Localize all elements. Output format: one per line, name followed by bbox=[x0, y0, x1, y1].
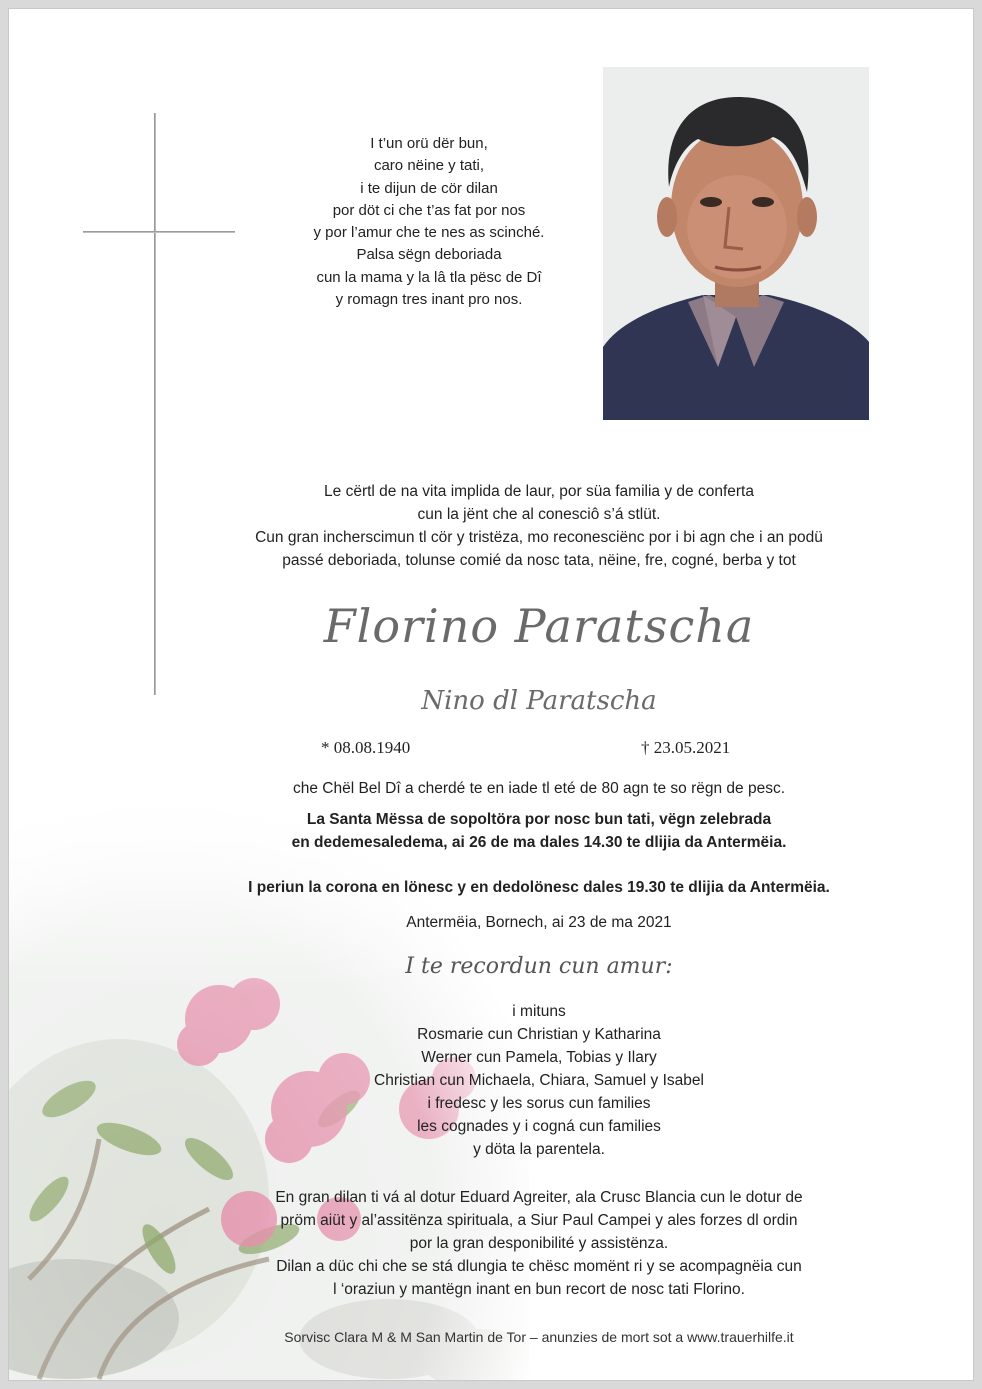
poem-line: por döt ci che t’as fat por nos bbox=[332, 201, 526, 219]
place-date bbox=[199, 911, 879, 934]
obituary-page bbox=[8, 8, 974, 1381]
thanks-line: pröm aiüt y al’assitënza spirituala, a Siur Paul Campei y ales forzes dl ordin bbox=[280, 1212, 798, 1229]
family-line: y döta la parentela. bbox=[473, 1141, 605, 1158]
cross-horizontal-bar bbox=[83, 231, 235, 233]
deceased-nickname: Nino dl Paratscha bbox=[421, 686, 657, 716]
intro-line: cun la jënt che al conesciô s’á stlüt. bbox=[417, 506, 661, 523]
family-line: i mituns bbox=[512, 1003, 566, 1020]
thanks-text bbox=[199, 1186, 879, 1301]
deceased-name: Florino Paratscha bbox=[323, 599, 755, 653]
memorial-poem bbox=[279, 133, 579, 311]
family-line: les cognades y i cogná cun families bbox=[417, 1118, 661, 1135]
poem-line: Palsa sëgn deboriada bbox=[356, 246, 502, 264]
poem-line: i te dijun de cör dilan bbox=[360, 179, 498, 197]
family-list bbox=[199, 1000, 879, 1161]
rosary-info bbox=[199, 876, 879, 899]
intro-line: passé deboriada, tolunse comié da nosc tata, nëine, fre, cogné, berba y tot bbox=[282, 552, 796, 569]
thanks-line: l ‘oraziun y mantëgn inant en bun recort de nosc tati Florino. bbox=[333, 1281, 745, 1298]
place-date-line: Antermëia, Bornech, ai 23 de ma 2021 bbox=[406, 914, 672, 931]
family-line: Christian cun Michaela, Chiara, Samuel y Isabel bbox=[374, 1072, 704, 1089]
death-date: † 23.05.2021 bbox=[641, 738, 731, 757]
family-line: Rosmarie cun Christian y Katharina bbox=[417, 1026, 661, 1043]
footer-service: Sorvisc Clara M & M San Martin de Tor – anunzies de mort sot a www.trauerhilfe.it bbox=[284, 1329, 794, 1345]
passing-line: che Chël Bel Dî a cherdé te en iade tl eté de 80 agn te so rëgn de pesc. bbox=[292, 780, 786, 797]
intro-line: Le cërtl de na vita implida de laur, por süa familia y de conferta bbox=[324, 483, 754, 500]
poem-line: I t’un orü dër bun, bbox=[370, 135, 488, 152]
mass-line: La Santa Mëssa de sopoltöra por nosc bun tati, vëgn zelebrada bbox=[306, 811, 772, 828]
mass-line: en dedemesaledema, ai 26 de ma dales 14.30 te dlijia da Antermëia. bbox=[291, 834, 787, 851]
thanks-line: Dilan a düc chi che se stá dlungia te chësc momënt ri y se acompagnëia cun bbox=[276, 1258, 802, 1275]
family-line: i fredesc y les sorus cun families bbox=[427, 1095, 651, 1112]
birth-date: * 08.08.1940 bbox=[321, 738, 411, 757]
rosary-line: I periun la corona en lönesc y en dedolönesc dales 19.30 te dlijia da Antermëia. bbox=[248, 879, 830, 896]
intro-text bbox=[199, 480, 879, 572]
intro-line: Cun gran incherscimun tl cör y tristëza, mo reconesciënc por i bi agn che i an podü bbox=[255, 529, 823, 546]
poem-line: y romagn tres inant pro nos. bbox=[335, 291, 523, 309]
family-line: Werner cun Pamela, Tobias y Ilary bbox=[421, 1049, 657, 1066]
thanks-line: En gran dilan ti vá al dotur Eduard Agreiter, ala Crusc Blancia cun le dotur de bbox=[275, 1189, 803, 1206]
poem-line: caro nëine y tati, bbox=[373, 157, 485, 175]
cross-vertical-bar bbox=[154, 113, 156, 695]
poem-line: cun la mama y la lâ tla pësc de Dî bbox=[316, 268, 542, 286]
funeral-mass-info bbox=[199, 808, 879, 854]
poem-line: y por l’amur che te nes as scinché. bbox=[313, 224, 545, 242]
remember-heading: I te recordun cun amur: bbox=[405, 954, 673, 979]
portrait-photo bbox=[603, 67, 869, 420]
thanks-line: por la gran desponibilité y assistënza. bbox=[409, 1235, 669, 1252]
passing-text bbox=[199, 777, 879, 800]
